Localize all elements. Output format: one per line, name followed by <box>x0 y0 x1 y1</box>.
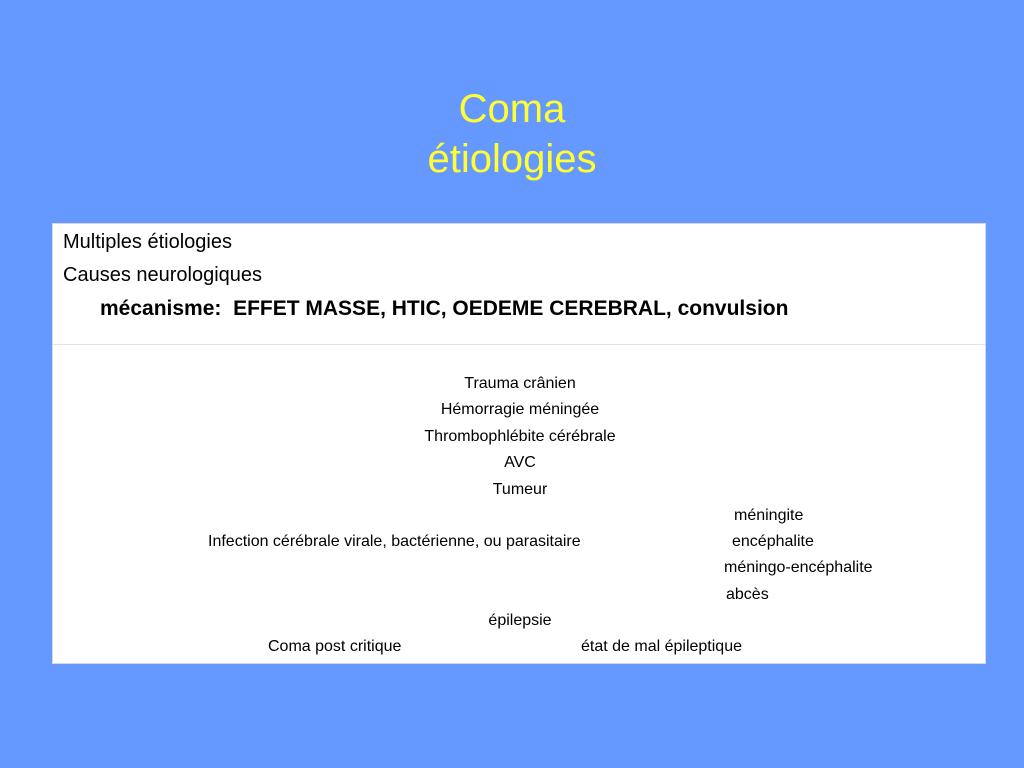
content-box <box>52 223 986 664</box>
causes-list <box>53 224 985 663</box>
cause-epilepsy: épilepsie <box>488 612 552 629</box>
coma-post-critical: Coma post critique <box>268 638 402 655</box>
title-line-1: Coma <box>458 87 566 131</box>
cause-tumor: Tumeur <box>492 481 548 498</box>
mechanism-text: mécanisme: EFFET MASSE, HTIC, OEDEME CEREBRAL, convulsion <box>100 297 789 320</box>
infection-label: Infection cérébrale virale, bactérienne, ou parasitaire <box>208 533 581 550</box>
cause-trauma: Trauma crânien <box>464 375 576 392</box>
infection-meningitis: méningite <box>734 507 804 524</box>
cause-hemorrhage: Hémorragie méningée <box>440 401 600 418</box>
status-epilepticus: état de mal épileptique <box>581 638 742 655</box>
title-line-2: étiologies <box>427 137 597 181</box>
cause-thrombophlebitis: Thrombophlébite cérébrale <box>424 428 616 445</box>
infection-meningoencephalitis: méningo-encéphalite <box>724 559 873 576</box>
infection-encephalitis: encéphalite <box>732 533 814 550</box>
neurological-causes-text: Causes neurologiques <box>63 264 263 286</box>
cause-stroke: AVC <box>504 454 536 471</box>
multiple-etiologies-text: Multiples étiologies <box>63 231 232 253</box>
slide-title <box>0 84 1024 184</box>
infection-abscess: abcès <box>726 586 769 603</box>
